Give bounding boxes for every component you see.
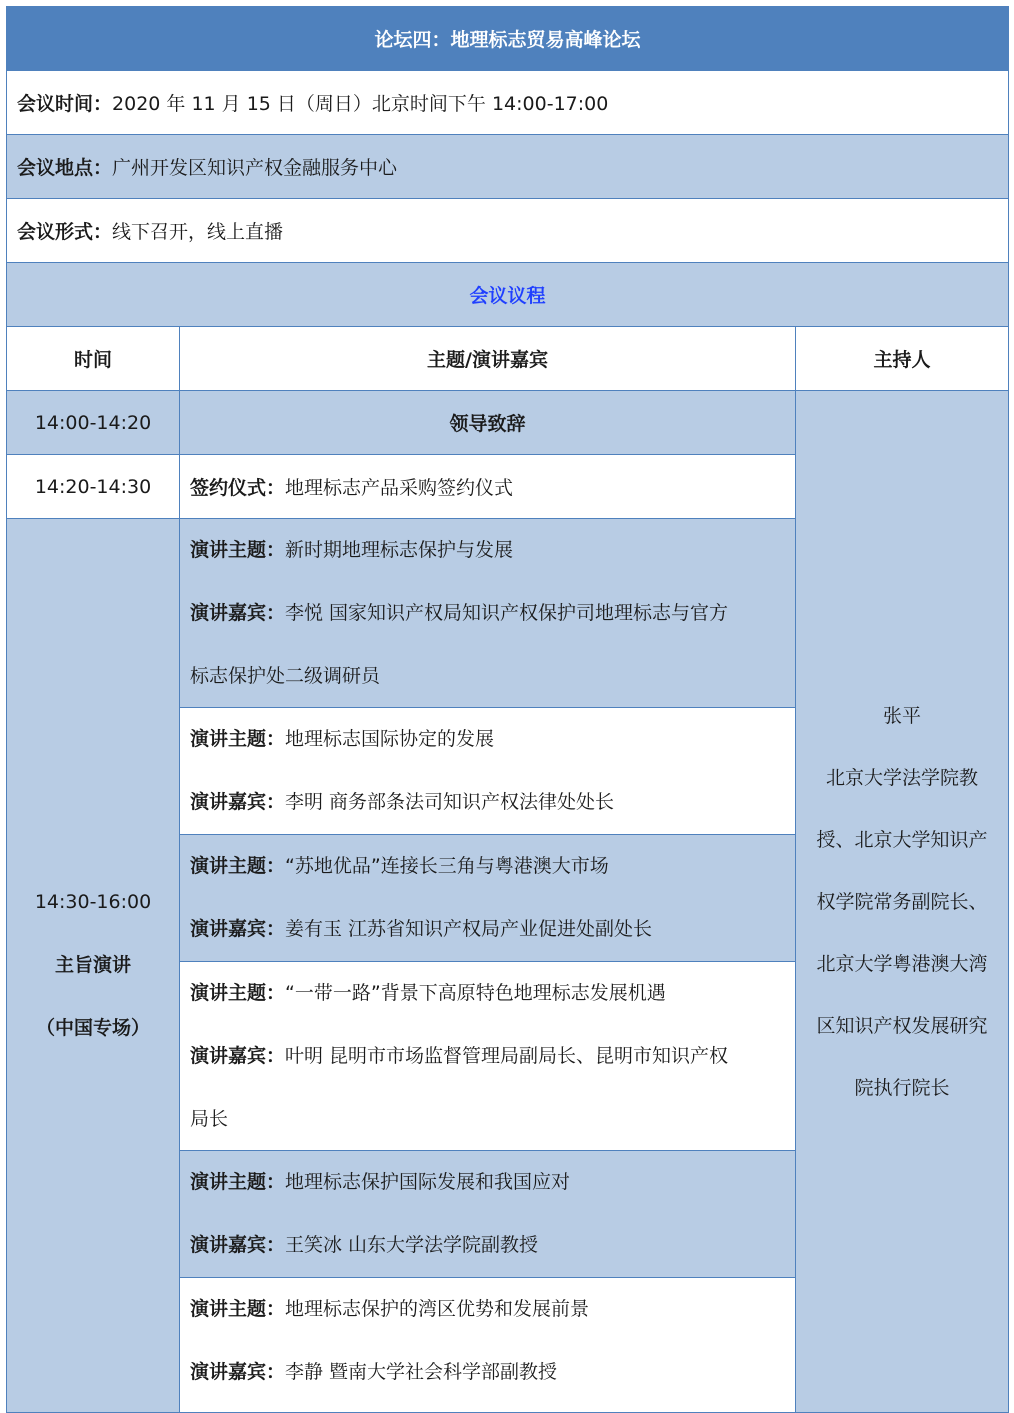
meeting-format-value: 线下召开，线上直播 <box>112 221 284 243</box>
speaker-label: 演讲嘉宾： <box>190 791 286 813</box>
header-host: 主持人 <box>795 326 1009 391</box>
meeting-format-row <box>6 198 1009 263</box>
keynote-time-cell <box>6 518 180 1413</box>
talk-cell <box>179 961 796 1151</box>
topic-label: 演讲主题： <box>190 539 286 561</box>
host-line: 院执行院长 <box>854 1076 950 1099</box>
signing-text: 地理标志产品采购签约仪式 <box>285 477 514 499</box>
host-line: 权学院常务副院长、 <box>816 890 988 913</box>
meeting-format-label: 会议形式： <box>17 221 113 243</box>
speaker-label: 演讲嘉宾： <box>190 1045 286 1067</box>
meeting-place-row <box>6 134 1009 199</box>
speaker-text: 王笑冰 山东大学法学院副教授 <box>285 1234 539 1256</box>
topic-label: 演讲主题： <box>190 1171 286 1193</box>
speaker-label: 演讲嘉宾： <box>190 1361 286 1383</box>
talk-cell <box>179 1277 796 1413</box>
topic-text: 地理标志保护国际发展和我国应对 <box>285 1171 571 1193</box>
speaker-label: 演讲嘉宾： <box>190 602 286 624</box>
keynote-time: 14:30-16:00 <box>34 891 152 913</box>
speaker-text: 叶明 昆明市市场监督管理局副局长、昆明市知识产权 <box>285 1045 729 1067</box>
speaker-text-cont: 标志保护处二级调研员 <box>190 665 381 687</box>
forum-title: 论坛四：地理标志贸易高峰论坛 <box>6 6 1009 71</box>
meeting-place-value: 广州开发区知识产权金融服务中心 <box>112 157 398 179</box>
keynote-sub: （中国专场） <box>35 1017 150 1039</box>
keynote-name: 主旨演讲 <box>54 954 131 976</box>
meeting-time-value: 2020 年 11 月 15 日（周日）北京时间下午 14:00-17:00 <box>112 93 609 115</box>
header-topic: 主题/演讲嘉宾 <box>179 326 796 391</box>
opening-time: 14:00-14:20 <box>6 390 180 455</box>
topic-label: 演讲主题： <box>190 1298 286 1320</box>
meeting-time-row <box>6 70 1009 135</box>
topic-label: 演讲主题： <box>190 728 286 750</box>
speaker-text: 李明 商务部条法司知识产权法律处处长 <box>285 791 615 813</box>
agenda-title: 会议议程 <box>6 262 1009 327</box>
speaker-text-cont: 局长 <box>190 1108 229 1130</box>
topic-label: 演讲主题： <box>190 982 286 1004</box>
signing-time: 14:20-14:30 <box>6 454 180 519</box>
topic-text: 新时期地理标志保护与发展 <box>285 539 514 561</box>
signing-label: 签约仪式： <box>190 477 286 499</box>
topic-text: “苏地优品”连接长三角与粤港澳大市场 <box>285 855 609 877</box>
speaker-label: 演讲嘉宾： <box>190 1234 286 1256</box>
host-line: 北京大学粤港澳大湾 <box>816 952 988 975</box>
talk-cell <box>179 518 796 708</box>
host-line: 北京大学法学院教 <box>825 766 978 789</box>
host-line: 区知识产权发展研究 <box>816 1014 988 1037</box>
host-line: 张平 <box>882 704 921 727</box>
talk-cell <box>179 1150 796 1278</box>
talk-cell <box>179 834 796 962</box>
speaker-text: 李静 暨南大学社会科学部副教授 <box>285 1361 558 1383</box>
header-time: 时间 <box>6 326 180 391</box>
meeting-place-label: 会议地点： <box>17 157 113 179</box>
signing-cell <box>179 454 796 519</box>
speaker-text: 姜有玉 江苏省知识产权局产业促进处副处长 <box>285 918 653 940</box>
meeting-time-label: 会议时间： <box>17 93 113 115</box>
topic-text: “一带一路”背景下高原特色地理标志发展机遇 <box>285 982 666 1004</box>
host-line: 授、北京大学知识产 <box>816 828 988 851</box>
speaker-text: 李悦 国家知识产权局知识产权保护司地理标志与官方 <box>285 602 729 624</box>
topic-text: 地理标志保护的湾区优势和发展前景 <box>285 1298 590 1320</box>
topic-label: 演讲主题： <box>190 855 286 877</box>
host-cell <box>795 390 1009 1413</box>
topic-text: 地理标志国际协定的发展 <box>285 728 495 750</box>
speaker-label: 演讲嘉宾： <box>190 918 286 940</box>
opening-topic: 领导致辞 <box>179 390 796 455</box>
talk-cell <box>179 707 796 835</box>
